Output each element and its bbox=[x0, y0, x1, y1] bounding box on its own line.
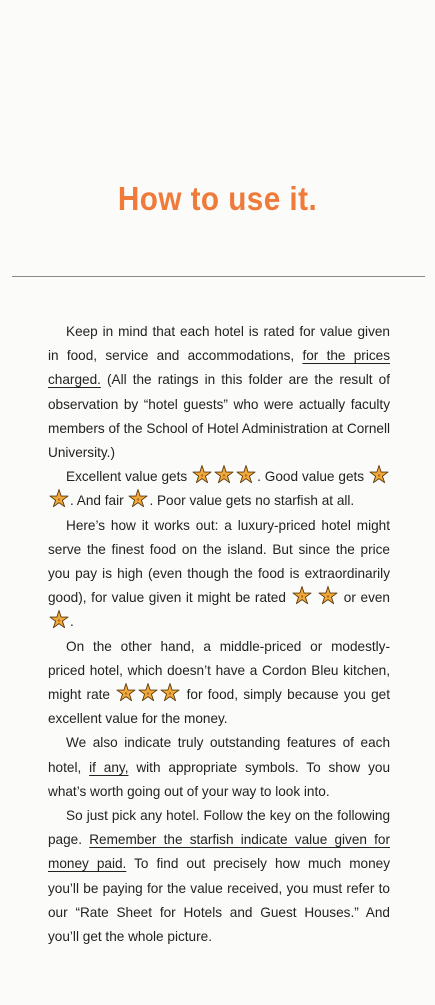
paragraph-3-text-c: . bbox=[70, 614, 74, 630]
starfish-icon bbox=[292, 586, 312, 606]
paragraph-6 bbox=[48, 804, 390, 949]
starfish-icon bbox=[116, 683, 136, 703]
starfish-icon bbox=[160, 683, 180, 703]
paragraph-2-text-d: . Poor value gets no starfish at all. bbox=[149, 493, 355, 509]
paragraph-3-text-b: or even bbox=[339, 590, 390, 606]
starfish-icon bbox=[138, 683, 158, 703]
paragraph-5-text: We also indicate truly outstanding features of each hotel, bbox=[48, 735, 390, 775]
starfish-icon bbox=[214, 465, 234, 485]
body-text bbox=[48, 320, 390, 949]
paragraph-4-text: On the other hand, a middle-priced or modestly-priced hotel, which doesn’t have a Cordon Bleu kitchen, might rate bbox=[48, 638, 390, 703]
paragraph-3 bbox=[48, 514, 390, 635]
paragraph-1-text-end: (All the ratings in this folder are the result of observation by “hotel guests” who were actually faculty members of the School of Hotel Administration at Cornell University.) bbox=[48, 372, 390, 461]
starfish-icon bbox=[318, 586, 338, 606]
starfish-icon bbox=[236, 465, 256, 485]
divider-rule bbox=[12, 276, 425, 277]
paragraph-6-text: So just pick any hotel. Follow the key on the following page. bbox=[48, 808, 390, 848]
paragraph-3-text: Here’s how it works out: a luxury-priced hotel might serve the finest food on the island. But since the price you pay is high (even though the food is extraordinarily good), for value given it might be rated bbox=[48, 517, 390, 606]
paragraph-6-underlined: Remember the starfish indicate value given for money paid. bbox=[48, 832, 391, 872]
starfish-icon bbox=[192, 465, 212, 485]
starfish-icon bbox=[369, 465, 389, 485]
paragraph-1-text: Keep in mind that each hotel is rated for value given in food, service and accommodations, bbox=[48, 324, 390, 364]
paragraph-5-underlined: if any, bbox=[89, 759, 129, 775]
page-title: How to use it. bbox=[117, 180, 318, 217]
starfish-icon bbox=[128, 489, 148, 509]
paragraph-2 bbox=[48, 465, 390, 513]
paragraph-4 bbox=[48, 635, 390, 732]
paragraph-5-text-end: with appropriate symbols. To show you what’s worth going out of your way to look into. bbox=[48, 759, 391, 799]
paragraph-2-text: Excellent value gets bbox=[66, 469, 192, 485]
starfish-icon bbox=[49, 489, 69, 509]
paragraph-1 bbox=[48, 320, 390, 465]
starfish-icon bbox=[49, 610, 69, 630]
paragraph-6-text-end: To find out precisely how much money you’ll be paying for the value received, you must refer to our “Rate Sheet for Hotels and Guest Houses.” And you’ll get the whole picture. bbox=[48, 856, 391, 945]
paragraph-1-underlined: for the prices charged. bbox=[48, 348, 390, 388]
paragraph-2-text-c: . And fair bbox=[70, 493, 128, 509]
paragraph-5 bbox=[48, 731, 390, 804]
paragraph-2-text-b: . Good value gets bbox=[257, 469, 368, 485]
paragraph-4-text-b: for food, simply because you get excellent value for the money. bbox=[48, 687, 390, 727]
